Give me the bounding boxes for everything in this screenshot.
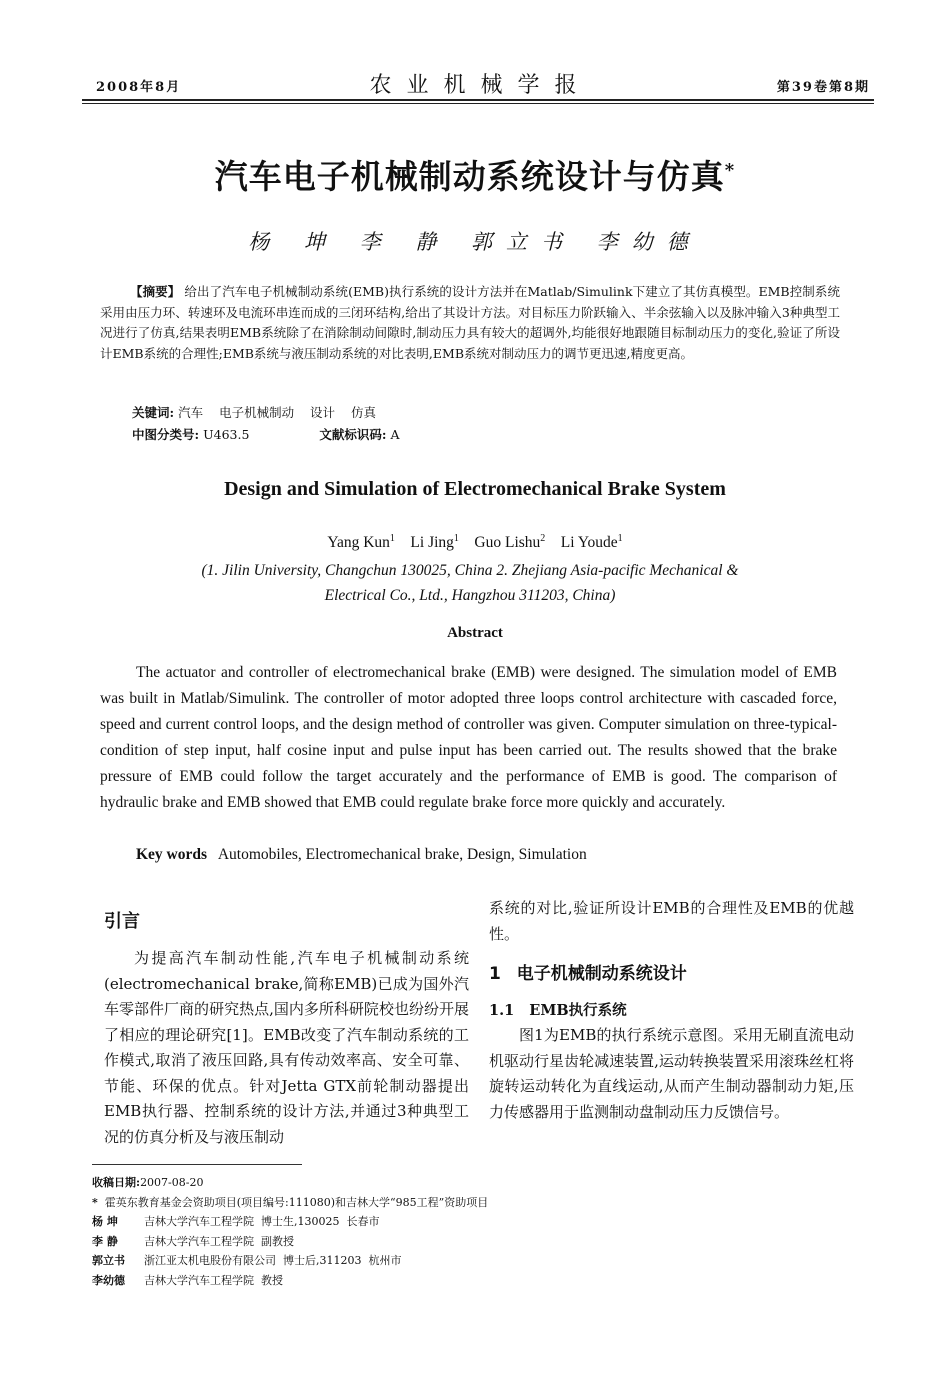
keywords-cn-text: 汽车 电子机械制动 设计 仿真	[178, 405, 377, 420]
abstract-en-text: The actuator and controller of electromechanical brake (EMB) were designed. The simulation model of EMB was built in Matlab/Simulink. The controller of motor adopted three loops control architecture with cascaded force, speed and current control loops, and the design method of controller was given. Computer simulation on three-typical-condition of step input, half cosine input and pulse input has been carried out. The results showed that the brake pressure of EMB could follow the target accurately and the performance of EMB is good. The comparison of hydraulic brake and EMB showed that EMB could regulate brake force more quickly and accurately.	[100, 664, 837, 811]
affiliation-line-1: (1. Jilin University, Changchun 130025, China 2. Zhejiang Asia-pacific Mechanical &	[201, 562, 739, 579]
footnote-author-2: 李 静 吉林大学汽车工程学院 副教授	[92, 1234, 294, 1248]
affiliation-line-2: Electrical Co., Ltd., Hangzhou 311203, China)	[324, 587, 616, 604]
author-en-4-sup: 1	[617, 533, 623, 544]
authors-cn: 杨 坤 李 静 郭立书 李幼德	[248, 230, 702, 254]
header-volume: 第39卷第8期	[776, 80, 870, 95]
author-en-1-sup: 1	[389, 533, 395, 544]
author-en-2-sup: 1	[453, 533, 459, 544]
keywords-en-text: Automobiles, Electromechanical brake, Design, Simulation	[217, 846, 587, 863]
classification-cn	[132, 425, 832, 446]
section-1-1-paragraph: 图1为EMB的执行系统示意图。采用无刷直流电动机驱动行星齿轮减速装置,运动转换装置采用滚珠丝杠将旋转运动转化为直线运动,从而产生制动器制动力矩,压力传感器用于监测制动盘制动压力反馈信号。	[489, 1026, 854, 1121]
section-1-heading: 1 电子机械制动系统设计	[489, 964, 687, 984]
doc-code-label: 文献标识码:	[319, 427, 387, 442]
header-rule	[82, 99, 874, 101]
abstract-cn-label: 【摘要】	[130, 284, 181, 299]
keywords-cn	[132, 403, 832, 424]
footnote-author-4: 李幼德 吉林大学汽车工程学院 教授	[92, 1273, 283, 1287]
abstract-en-heading: Abstract	[447, 625, 503, 641]
authors-en	[0, 533, 950, 552]
affiliations-en	[100, 558, 840, 608]
footnote-author-3: 郭立书 浙江亚太机电股份有限公司 博士后,311203 杭州市	[92, 1254, 402, 1267]
author-en-3: Guo Lishu	[474, 534, 541, 552]
clc-value: U463.5	[203, 427, 250, 442]
header-rule-thin	[82, 103, 874, 104]
abstract-cn-text: 给出了汽车电子机械制动系统(EMB)执行系统的设计方法并在Matlab/Simulink下建立了其仿真模型。EMB控制系统采用由压力环、转速环及电流环串连而成的三闭环结构,给出了其设计方法。对目标压力阶跃输入、半余弦输入以及脉冲输入3种典型工况进行了仿真,结果表明EMB系统除了在消除制动间隙时,制动压力具有较大的超调外,均能很好地跟随目标制动压力的变化,验证了所设计EMB系统的合理性;EMB系统与液压制动系统的对比表明,EMB系统对制动压力的调节更迅速,精度更高。	[100, 284, 840, 361]
header-journal: 农 业 机 械 学 报	[369, 73, 581, 98]
header-date: 2008年8月	[96, 80, 182, 95]
clc-label: 中图分类号:	[132, 427, 200, 442]
page-title	[0, 151, 950, 198]
footnotes	[92, 1173, 852, 1290]
abstract-cn	[100, 282, 840, 364]
author-en-3-sup: 2	[540, 533, 546, 544]
author-en-1: Yang Kun	[327, 534, 390, 552]
title-text: 汽车电子机械制动系统设计与仿真	[214, 157, 725, 196]
footnote-funding: * 霍英东教育基金会资助项目(项目编号:111080)和吉林大学“985工程”资助项目	[92, 1195, 489, 1209]
keywords-cn-label: 关键词:	[132, 405, 175, 420]
intro-paragraph: 为提高汽车制动性能,汽车电子机械制动系统(electromechanical brake,简称EMB)已成为国外汽车零部件厂商的研究热点,国内多所科研院校也纷纷开展了相应的理论研究[1]。EMB改变了汽车制动系统的工作模式,取消了液压回路,具有传动效率高、安全可靠、节能、环保的优点。针对Jetta GTX前轮制动器提出EMB执行器、控制系统的设计方法,并通过3种典型工况的仿真分析及与液压制动	[104, 949, 469, 1146]
keywords-en	[136, 846, 587, 864]
keywords-en-label: Key words	[136, 846, 208, 863]
footnote-author-1: 杨 坤 吉林大学汽车工程学院 博士生,130025 长春市	[92, 1215, 380, 1228]
intro-paragraph-continued: 系统的对比,验证所设计EMB的合理性及EMB的优越性。	[489, 899, 854, 943]
intro-heading: 引言	[104, 911, 140, 932]
footnote-received: 收稿日期:2007-08-20	[92, 1176, 204, 1189]
title-footnote-mark: *	[724, 160, 736, 181]
doc-code-value: A	[390, 427, 400, 442]
section-1-1-heading: 1.1 EMB执行系统	[489, 1002, 627, 1019]
author-en-2: Li Jing	[410, 534, 454, 552]
footnote-rule	[92, 1164, 302, 1165]
author-en-4: Li Youde	[560, 534, 618, 552]
title-en: Design and Simulation of Electromechanical Brake System	[224, 478, 726, 500]
